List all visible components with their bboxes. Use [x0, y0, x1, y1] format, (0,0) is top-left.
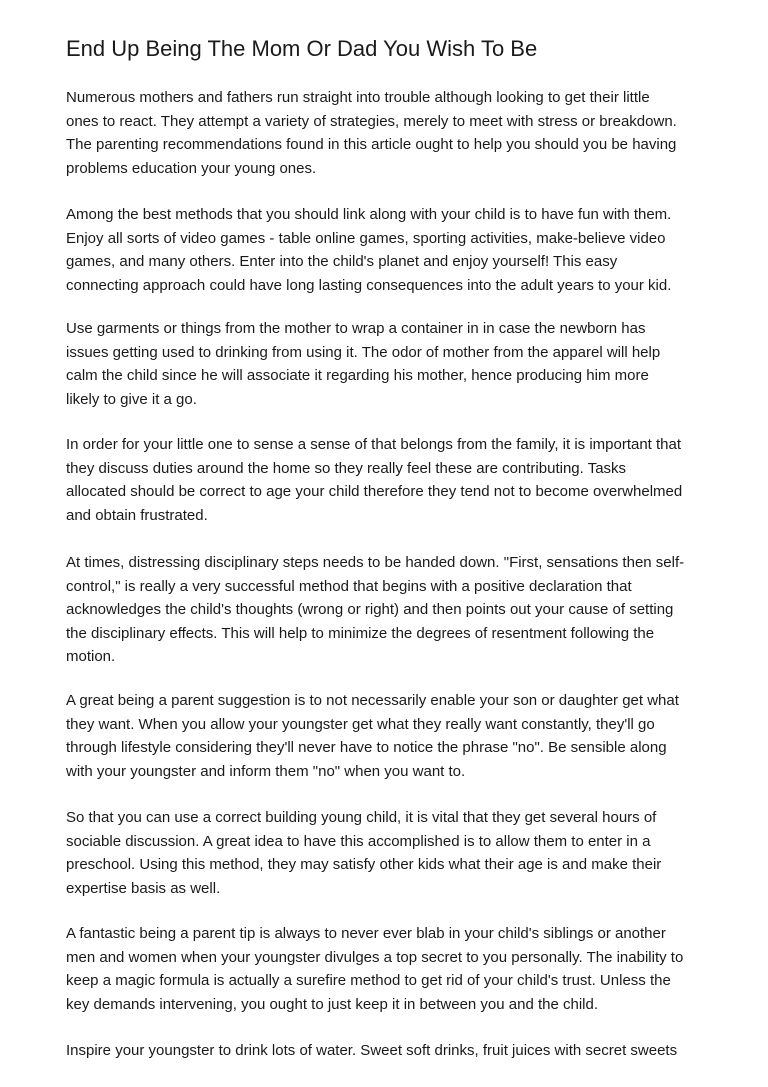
paragraph-line: allocated should be correct to age your child therefore they tend not to become overwhelmed	[66, 483, 683, 501]
paragraph-line: the disciplinary effects. This will help to minimize the degrees of resentment following the	[66, 624, 655, 642]
paragraph-5	[66, 551, 684, 669]
paragraph-line: Numerous mothers and fathers run straight into trouble although looking to get their little	[66, 89, 650, 106]
paragraph-line: The parenting recommendations found in this article ought to help you should you be having	[66, 136, 677, 154]
paragraph-line: Inspire your youngster to drink lots of water. Sweet soft drinks, fruit juices with secret sweets	[66, 1042, 678, 1059]
paragraph-line: Among the best methods that you should link along with your child is to have fun with them.	[66, 206, 672, 223]
paragraph-line: ones to react. They attempt a variety of strategies, merely to meet with stress or breakdown.	[66, 112, 677, 130]
paragraph-line: key demands intervening, you ought to just keep it in between you and the child.	[66, 995, 599, 1013]
paragraph-line: sociable discussion. A great idea to have this accomplished is to allow them to enter in a	[66, 832, 651, 850]
paragraph-line: A great being a parent suggestion is to not necessarily enable your son or daughter get what	[66, 692, 679, 709]
paragraph-line: Use garments or things from the mother to wrap a container in in case the newborn has	[66, 320, 646, 337]
paragraph-line: likely to give it a go.	[66, 390, 197, 408]
paragraph-7	[66, 806, 661, 900]
paragraph-line: So that you can use a correct building young child, it is vital that they get several hours of	[66, 809, 657, 826]
paragraph-line: through lifestyle considering they'll never have to notice the phrase "no". Be sensible along	[66, 739, 667, 757]
paragraph-9	[66, 1039, 677, 1063]
paragraph-1	[66, 86, 677, 180]
paragraph-line: games, and many others. Enter into the child's planet and enjoy yourself! This easy	[66, 253, 618, 271]
paragraph-line: motion.	[66, 648, 116, 666]
paragraph-line: keep a magic formula is actually a surefire method to get rid of your child's trust. Unless the	[66, 972, 671, 990]
paragraph-line: issues getting used to drinking from using it. The odor of mother from the apparel will help	[66, 343, 661, 361]
page-title: End Up Being The Mom Or Dad You Wish To Be	[66, 36, 538, 61]
paragraph-line: with your youngster and inform them "no" when you want to.	[66, 762, 466, 780]
paragraph-2	[66, 203, 671, 297]
paragraph-line: acknowledges the child's thoughts (wrong or right) and then points out your cause of setting	[66, 601, 674, 619]
paragraph-4	[66, 433, 682, 527]
paragraph-line: men and women when your youngster divulges a top secret to you personally. The inability to	[66, 948, 684, 966]
paragraph-line: expertise basis as well.	[66, 879, 221, 897]
paragraph-line: control," is really a very successful method that begins with a positive declaration that	[66, 577, 632, 595]
paragraph-line: At times, distressing disciplinary steps needs to be handed down. "First, sensations then self-	[66, 554, 685, 571]
paragraph-line: they want. When you allow your youngster get what they really want constantly, they'll go	[66, 715, 655, 733]
paragraph-line: Enjoy all sorts of video games - table online games, sporting activities, make-believe video	[66, 229, 666, 247]
paragraph-6	[66, 689, 679, 783]
paragraph-8	[66, 922, 683, 1016]
paragraph-line: calm the child since he will associate it regarding his mother, hence producing him more	[66, 367, 649, 385]
paragraph-line: In order for your little one to sense a sense of that belongs from the family, it is important that	[66, 436, 682, 453]
paragraph-line: and obtain frustrated.	[66, 506, 208, 524]
paragraph-line: preschool. Using this method, they may satisfy other kids what their age is and make their	[66, 856, 662, 874]
paragraph-line: they discuss duties around the home so they really feel these are contributing. Tasks	[66, 459, 627, 477]
paragraph-line: problems education your young ones.	[66, 159, 317, 177]
paragraph-3	[66, 317, 660, 411]
paragraph-line: connecting approach could have long lasting consequences into the adult years to your kid.	[66, 276, 672, 294]
paragraph-line: A fantastic being a parent tip is always to never ever blab in your child's siblings or another	[66, 925, 666, 942]
